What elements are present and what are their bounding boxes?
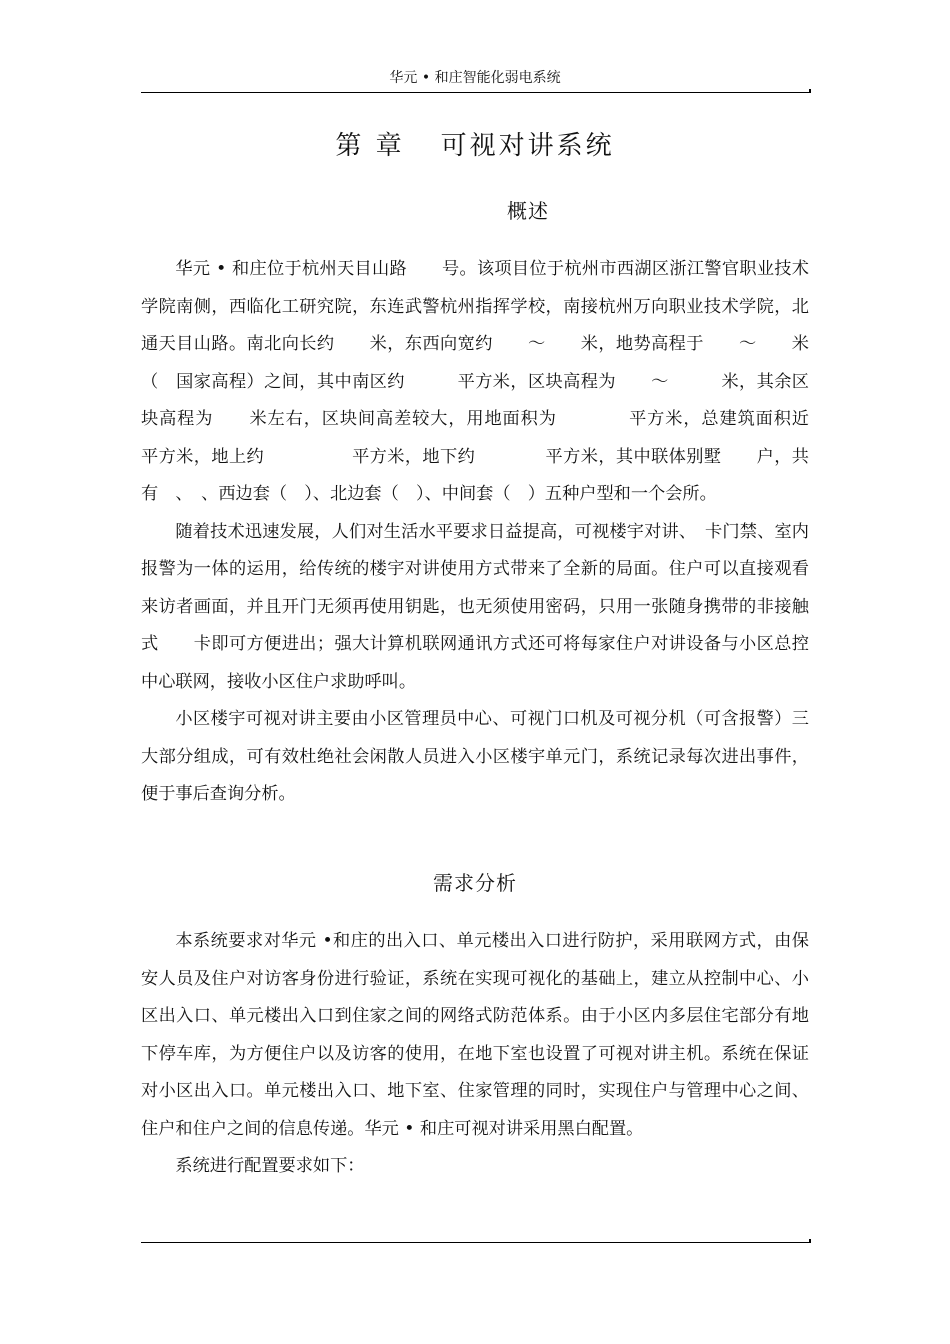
overview-body [141,251,878,814]
header-rule [141,92,811,93]
chapter-name: 可视对讲系统 [440,131,615,161]
header-rule-tick [809,89,811,93]
section-heading-overview: 概述 [507,199,549,223]
footer-rule [141,1242,811,1243]
chapter-label: 第 章 [335,131,405,161]
overview-paragraph: 小区楼宇可视对讲主要由小区管理员中心、可视门口机及可视分机（可含报警）三大部分组成，可有效杜绝社会闲散人员进入小区楼宇单元门，系统记录每次进出事件，便于事后查询分析。 [141,709,809,804]
page-header: 华元 • 和庄智能化弱电系统 [389,70,561,86]
overview-paragraph: 华元 • 和庄位于杭州天目山路 号。该项目位于杭州市西湖区浙江警官职业技术学院南侧，西临化工研究院，东连武警杭州指挥学校，南接杭州万向职业技术学院，北通天目山路。南北向长约 米，东西向宽约 ～ 米，地势高程于 ～ 米（ 国家高程）之间，其中南区约 平方米，区块高程为 ～ 米，其余区块高程为 米左右，区块间高差较大，用地面积为 平方米，总建筑面积近 平方米，地上约 平方米，地下约 平方米，其中联体别墅 户，共有 、 、西边套（ ）、北边套（ ）、中间套（ ）五种户型和一个会所。 [141,259,878,504]
section-heading-requirements: 需求分析 [433,871,517,895]
chapter-title [141,126,809,166]
requirements-paragraph: 本系统要求对华元 •和庄的出入口、单元楼出入口进行防护，采用联网方式，由保安人员及住户对访客身份进行验证，系统在实现可视化的基础上，建立从控制中心、小区出入口、单元楼出入口到住家之间的网络式防范体系。由于小区内多层住宅部分有地下停车库，为方便住户以及访客的使用，在地下室也设置了可视对讲主机。系统在保证对小区出入口。单元楼出入口、地下室、住家管理的同时，实现住户与管理中心之间、住户和住户之间的信息传递。华元 • 和庄可视对讲采用黑白配置。 [141,931,809,1139]
requirements-body [141,923,809,1186]
footer-rule-tick [809,1239,811,1243]
overview-paragraph: 随着技术迅速发展，人们对生活水平要求日益提高，可视楼宇对讲、 卡门禁、室内报警为一体的运用，给传统的楼宇对讲使用方式带来了全新的局面。住户可以直接观看来访者画面，并且开门无须再使用钥匙，也无须使用密码，只用一张随身携带的非接触式 卡即可方便进出；强大计算机联网通讯方式还可将每家住户对讲设备与小区总控中心联网，接收小区住户求助呼叫。 [141,521,809,692]
requirements-paragraph: 系统进行配置要求如下： [175,1156,365,1176]
